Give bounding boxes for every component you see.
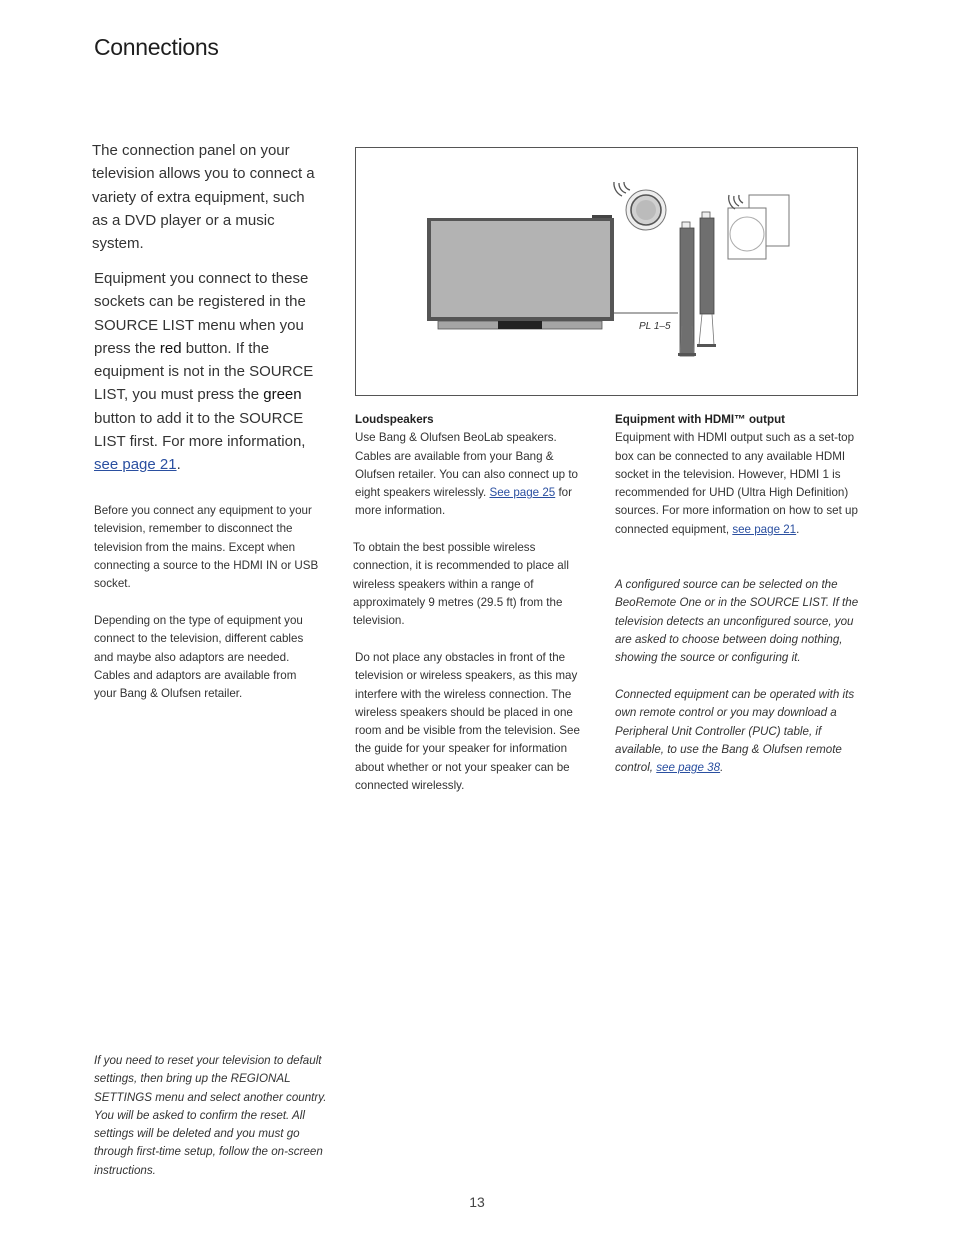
hdmi-paragraph-2: A configured source can be selected on the BeoRemote One or in the SOURCE LIST. If the television detects an unconfigured source, you are asked to choose between doing nothing, showing the source or configuring it.: [615, 578, 859, 665]
loudspeakers-heading: Loudspeakers: [355, 413, 434, 426]
see-page-21-link[interactable]: see page 21: [94, 456, 177, 474]
text-segment: for more information.: [355, 486, 572, 518]
floor-speaker-illustration: [697, 212, 716, 347]
text-segment: button. If the equipment is not in the SOURCE LIST, you must press the: [94, 339, 314, 404]
red-button-word: red: [159, 339, 182, 357]
page-number: 13: [469, 1194, 485, 1210]
hdmi-section: [615, 411, 861, 539]
text-segment: button to add it to the SOURCE LIST first. For more information,: [94, 409, 306, 451]
text-segment: Equipment you connect to these sockets can be registered in the SOURCE LIST menu when you press the: [94, 270, 309, 357]
see-page-38-link[interactable]: see page 38: [656, 761, 721, 775]
round-speaker-illustration: [614, 182, 666, 230]
wall-speaker-illustration: [728, 195, 789, 259]
text-segment: .: [720, 761, 724, 775]
pl-label: PL 1–5: [639, 321, 671, 332]
tv-speakers-drawing: [356, 148, 857, 395]
hdmi-paragraph-1: [615, 429, 861, 539]
green-button-word: green: [263, 386, 302, 404]
hdmi-paragraph-3: [615, 686, 861, 777]
text-segment: Use Bang & Olufsen BeoLab speakers. Cables are available from your Bang & Olufsen retailer. You can also connect up to eight speakers wirelessly.: [355, 431, 579, 500]
mains-note: Before you connect any equipment to your television, remember to disconnect the television from the mains. Except when connecting a source to the HDMI IN or USB socket.: [94, 504, 319, 591]
cables-note: Depending on the type of equipment you connect to the television, different cables and maybe also adaptors are needed. Cables and adaptors are available from your Bang & Olufsen retailer.: [94, 614, 304, 701]
loudspeakers-section: [355, 411, 595, 521]
loudspeakers-paragraph-1: [355, 429, 595, 520]
connection-illustration: [355, 147, 858, 396]
loudspeakers-paragraph-3: Do not place any obstacles in front of the television or wireless speakers, as this may interfere with the wireless connection. The wireless speakers should be placed in one room and be visible from the television. See the guide for your speaker for information about whether or not your speaker can be connected wirelessly.: [355, 651, 580, 793]
reset-note: If you need to reset your television to default settings, then bring up the REGIONAL SETTINGS menu and select another country. You will be asked to confirm the reset. All settings will be deleted and you must go through first-time setup, follow the on-screen instructions.: [94, 1054, 327, 1177]
intro-paragraph: The connection panel on your television allows you to connect a variety of extra equipment, such as a DVD player or a music system.: [92, 142, 315, 253]
tv-illustration: [427, 215, 614, 329]
source-list-paragraph: [94, 267, 326, 477]
text-segment: .: [176, 456, 181, 474]
hdmi-heading: Equipment with HDMI™ output: [615, 413, 786, 426]
text-segment: Connected equipment can be operated with its own remote control or you may download a Peripheral Unit Controller (PUC) table, if available, to use the Bang & Olufsen remote control,: [615, 688, 855, 775]
see-page-21-link[interactable]: see page 21: [732, 522, 797, 536]
see-page-25-link[interactable]: See page 25: [489, 486, 556, 500]
page-title: Connections: [94, 34, 219, 60]
floor-speaker-illustration: [678, 222, 696, 356]
text-segment: Equipment with HDMI output such as a set-top box can be connected to any available HDMI socket in the television. However, HDMI 1 is recommended for UHD (Ultra High Definition) sources. For more information on how to set up connected equipment,: [615, 431, 858, 536]
text-segment: .: [796, 522, 800, 536]
loudspeakers-paragraph-2: To obtain the best possible wireless connection, it is recommended to place all wireless speakers within a range of approximately 9 metres (29.5 ft) from the television.: [353, 541, 569, 628]
